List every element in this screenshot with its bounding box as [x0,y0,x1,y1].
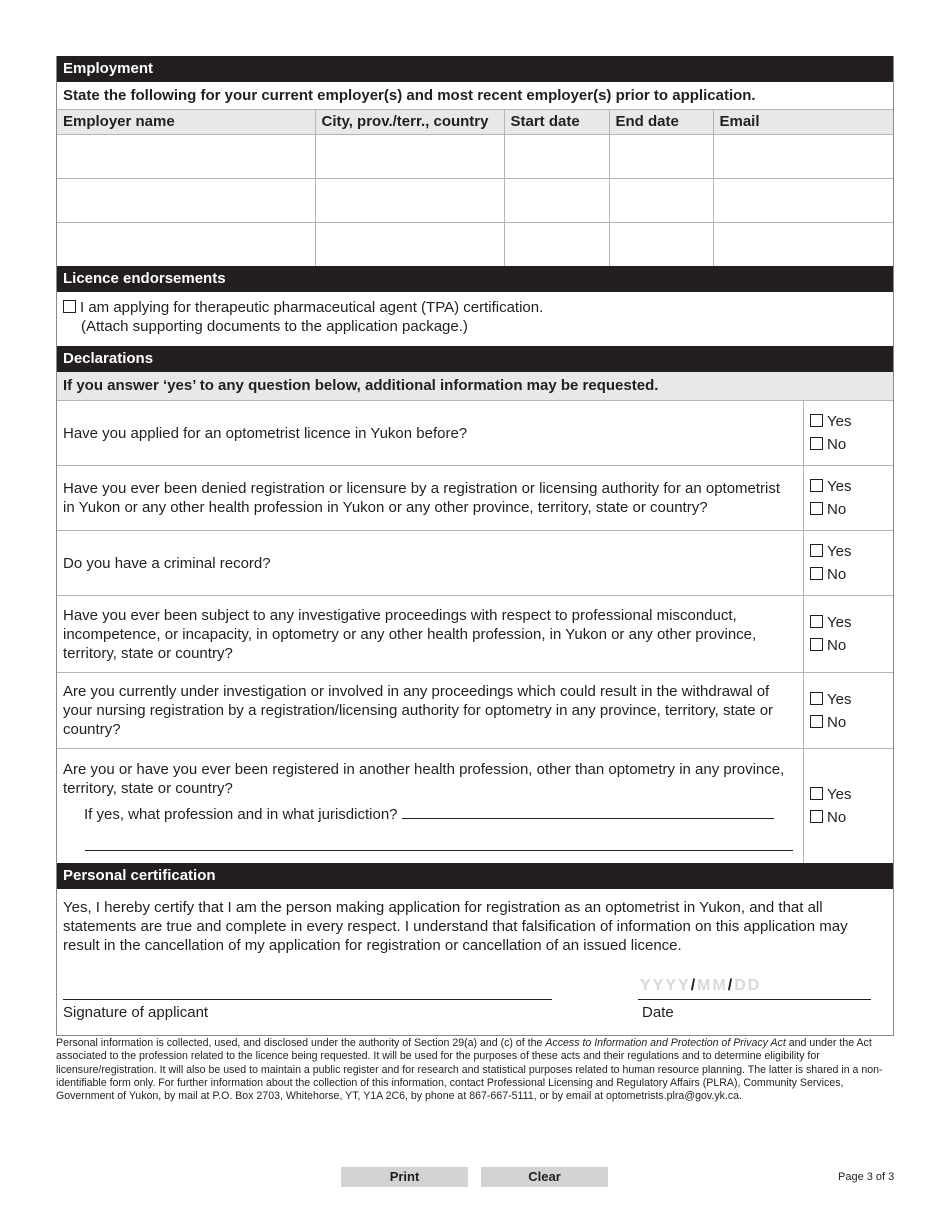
date-label: Date [642,1004,674,1021]
profession-jurisdiction-field[interactable] [402,805,774,819]
yes-checkbox[interactable] [810,615,823,628]
yes-label: Yes [827,478,852,495]
declaration-row [57,465,893,530]
date-year-hint: YYYY [640,977,691,994]
city-field[interactable] [315,178,504,222]
yes-label: Yes [827,786,852,803]
start-date-field[interactable] [504,222,609,266]
no-label: No [827,501,847,518]
declaration-row [57,530,893,595]
declaration-question: Have you ever been denied registration or licensure by a registration or licensing authority for an optometrist in Yukon or any other health profession in Yukon or any other province, territory, state or country? [63,480,781,516]
declaration-options [803,466,893,530]
no-checkbox[interactable] [810,567,823,580]
declarations-header: Declarations [57,346,893,372]
yes-checkbox[interactable] [810,692,823,705]
declaration-options [803,673,893,748]
page-number: Page 3 of 3 [838,1171,895,1183]
privacy-text-1: Personal information is collected, used, and disclosed under the authority of Section 29(a) and (c) of the [56,1037,546,1049]
signature-row [57,955,893,1035]
tpa-certification [57,292,893,346]
table-row [57,178,893,222]
declaration-options [803,596,893,672]
privacy-text-2: and under the Act associated to the profession related to the licence being requested. It will be used for the purposes of these acts and their regulations and to determine eligibility for licensure/registration. It will also be used to maintain a public register and for research and statistical purposes related to human resource planning. The latter is shared in a non-identifiable form only. For further information about the collection of this information, contact Professional Licensing and Regulatory Affairs (PLRA), Community Services, Government of Yukon, by mail at P.O. Box 2703, Whitehorse, YT, Y1A 2C6, by phone at 867-667-5111, or by email at optometrists.plra@gov.yk.ca. [56,1037,883,1103]
employer-name-field[interactable] [57,134,315,178]
declaration-options [803,749,893,863]
no-checkbox[interactable] [810,810,823,823]
start-date-field[interactable] [504,178,609,222]
clear-button[interactable]: Clear [481,1167,608,1187]
date-underline [638,999,871,1000]
end-date-field[interactable] [609,222,713,266]
declaration-row [57,400,893,465]
yes-label: Yes [827,543,852,560]
yes-label: Yes [827,690,852,708]
email-field[interactable] [713,134,893,178]
column-start-date: Start date [504,110,609,134]
profession-jurisdiction-field-2[interactable] [85,850,793,851]
followup-line [63,805,795,824]
yes-checkbox[interactable] [810,479,823,492]
no-label: No [827,713,847,731]
licence-endorsements-header: Licence endorsements [57,266,893,292]
tpa-note: (Attach supporting documents to the application package.) [81,318,468,335]
declaration-options [803,531,893,595]
end-date-field[interactable] [609,134,713,178]
yes-label: Yes [827,413,852,430]
yes-checkbox[interactable] [810,787,823,800]
declaration-question: Have you ever been subject to any investigative proceedings with respect to professional misconduct, incompetence, or incapacity, in optometry or any other health profession, in Yukon or any other province, territory, state or country? [63,606,757,662]
table-row [57,222,893,266]
no-label: No [827,436,847,453]
no-label: No [827,566,847,583]
date-month-hint: MM [697,977,728,994]
declaration-row [57,672,893,748]
column-email: Email [713,110,893,134]
employment-instruction: State the following for your current employer(s) and most recent employer(s) prior to application. [57,82,893,110]
employer-name-field[interactable] [57,222,315,266]
declaration-options [803,401,893,465]
declaration-question: Are you currently under investigation or involved in any proceedings which could result in the withdrawal of your nursing registration by a registration/licensing authority for optometry in any province, territory, state or country? [63,683,774,738]
city-field[interactable] [315,222,504,266]
privacy-notice [56,1037,896,1103]
no-checkbox[interactable] [810,437,823,450]
no-checkbox[interactable] [810,638,823,651]
followup-label: If yes, what profession and in what jurisdiction? [84,806,398,823]
end-date-field[interactable] [609,178,713,222]
declaration-question: Have you applied for an optometrist licence in Yukon before? [63,424,468,442]
declarations-instruction: If you answer ‘yes’ to any question below, additional information may be requested. [57,372,893,400]
date-day-hint: DD [734,977,762,994]
column-end-date: End date [609,110,713,134]
signature-field[interactable] [63,999,552,1000]
email-field[interactable] [713,222,893,266]
start-date-field[interactable] [504,134,609,178]
tpa-label: I am applying for therapeutic pharmaceutical agent (TPA) certification. [80,299,544,316]
tpa-checkbox[interactable] [63,300,76,313]
privacy-act-title: Access to Information and Protection of Privacy Act [545,1037,786,1049]
yes-checkbox[interactable] [810,544,823,557]
application-form [56,56,894,1036]
employer-name-field[interactable] [57,178,315,222]
no-checkbox[interactable] [810,715,823,728]
personal-certification-header: Personal certification [57,863,893,889]
no-label: No [827,809,847,826]
employment-header: Employment [57,56,893,82]
date-separator: / [727,977,735,994]
column-employer-name: Employer name [57,110,315,134]
declaration-row [57,748,893,863]
declaration-question: Do you have a criminal record? [63,554,271,572]
date-field[interactable] [640,977,761,995]
employment-table [57,110,893,266]
declaration-question-block [57,749,803,863]
yes-label: Yes [827,614,852,631]
email-field[interactable] [713,178,893,222]
column-city: City, prov./terr., country [315,110,504,134]
print-button[interactable]: Print [341,1167,468,1187]
no-checkbox[interactable] [810,502,823,515]
table-row [57,134,893,178]
declaration-question: Are you or have you ever been registered in another health profession, other than optometry in any province, territory, state or country? [63,761,785,797]
date-separator: / [690,977,698,994]
no-label: No [827,637,847,654]
certification-text: Yes, I hereby certify that I am the person making application for registration as an optometrist in Yukon, and that all statements are true and complete in every respect. I understand that falsification of information on this application may result in the cancellation of my application for registration or cancellation of an issued licence. [63,899,848,954]
declaration-row [57,595,893,672]
city-field[interactable] [315,134,504,178]
yes-checkbox[interactable] [810,414,823,427]
signature-label: Signature of applicant [63,1004,209,1021]
